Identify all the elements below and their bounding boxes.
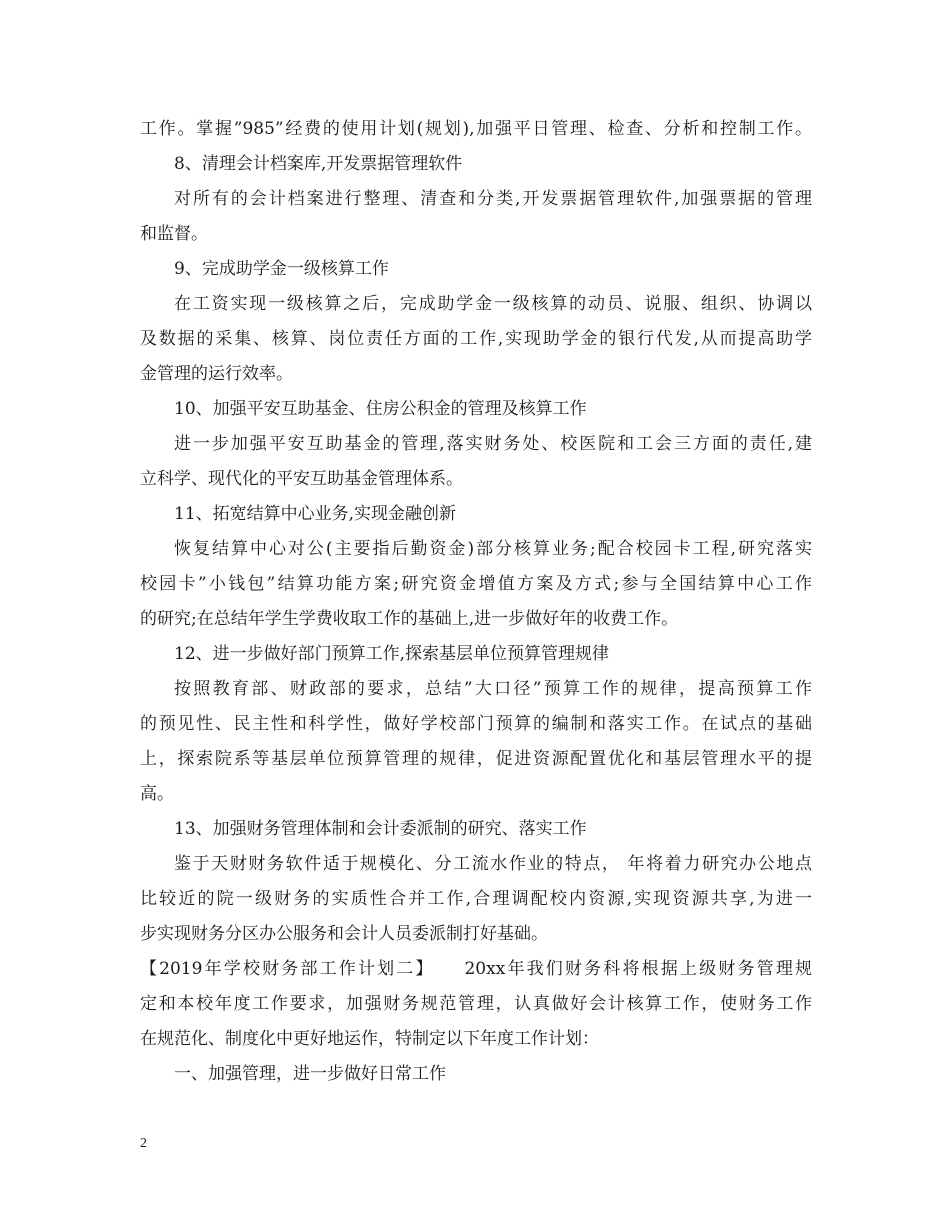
paragraph-line: 步实现财务分区办公服务和会计人员委派制打好基础。 bbox=[140, 924, 548, 944]
section-heading-12: 12、进一步做好部门预算工作,探索基层单位预算管理规律 bbox=[174, 644, 610, 664]
paragraph-line: 比较近的院一级财务的实质性合并工作,合理调配校内资源,实现资源共享,为进一 bbox=[140, 889, 812, 909]
section-heading-13: 13、加强财务管理体制和会计委派制的研究、落实工作 bbox=[174, 819, 587, 839]
paragraph-line: 金管理的运行效率。 bbox=[140, 364, 293, 384]
paragraph-line: 上，探索院系等基层单位预算管理的规律，促进资源配置优化和基层管理水平的提 bbox=[140, 749, 812, 769]
paragraph-line: 校园卡”小钱包”结算功能方案;研究资金增值方案及方式;参与全国结算中心工作 bbox=[140, 574, 812, 594]
plan-two-heading-line: 【2019年学校财务部工作计划二】 20xx年我们财务科将根据上级财务管理规 bbox=[140, 959, 812, 979]
section-heading-11: 11、拓宽结算中心业务,实现金融创新 bbox=[174, 504, 457, 524]
paragraph-line: 进一步加强平安互助基金的管理,落实财务处、校医院和工会三方面的责任,建 bbox=[174, 434, 812, 454]
paragraph-line: 在工资实现一级核算之后，完成助学金一级核算的动员、说服、组织、协调以 bbox=[174, 294, 812, 314]
paragraph-line: 对所有的会计档案进行整理、清查和分类,开发票据管理软件,加强票据的管理 bbox=[174, 189, 812, 209]
paragraph-line: 定和本校年度工作要求，加强财务规范管理，认真做好会计核算工作，使财务工作 bbox=[140, 994, 812, 1014]
paragraph-line: 按照教育部、财政部的要求，总结”大口径”预算工作的规律，提高预算工作 bbox=[174, 679, 812, 699]
paragraph-line: 及数据的采集、核算、岗位责任方面的工作,实现助学金的银行代发,从而提高助学 bbox=[140, 329, 812, 349]
document-body bbox=[140, 112, 812, 1092]
section-heading-8: 8、清理会计档案库,开发票据管理软件 bbox=[174, 154, 463, 174]
paragraph-line: 立科学、现代化的平安互助基金管理体系。 bbox=[140, 469, 463, 489]
paragraph-line: 在规范化、制度化中更好地运作，特制定以下年度工作计划： bbox=[140, 1029, 599, 1049]
section-heading-1: 一、加强管理，进一步做好日常工作 bbox=[174, 1064, 446, 1084]
paragraph-line: 和监督。 bbox=[140, 224, 208, 244]
paragraph-line: 高。 bbox=[140, 784, 174, 804]
page-number: 2 bbox=[140, 1136, 147, 1151]
paragraph-line: 的研究;在总结年学生学费收取工作的基础上,进一步做好年的收费工作。 bbox=[140, 609, 679, 629]
paragraph-line: 鉴于天财财务软件适于规模化、分工流水作业的特点， 年将着力研究办公地点 bbox=[174, 854, 812, 874]
paragraph-line: 的预见性、民主性和科学性，做好学校部门预算的编制和落实工作。在试点的基础 bbox=[140, 714, 812, 734]
paragraph-line: 工作。掌握”985”经费的使用计划(规划),加强平日管理、检查、分析和控制工作。 bbox=[140, 119, 812, 139]
paragraph-line: 恢复结算中心对公(主要指后勤资金)部分核算业务;配合校园卡工程,研究落实 bbox=[174, 539, 812, 559]
section-heading-10: 10、加强平安互助基金、住房公积金的管理及核算工作 bbox=[174, 399, 587, 419]
section-heading-9: 9、完成助学金一级核算工作 bbox=[174, 259, 389, 279]
